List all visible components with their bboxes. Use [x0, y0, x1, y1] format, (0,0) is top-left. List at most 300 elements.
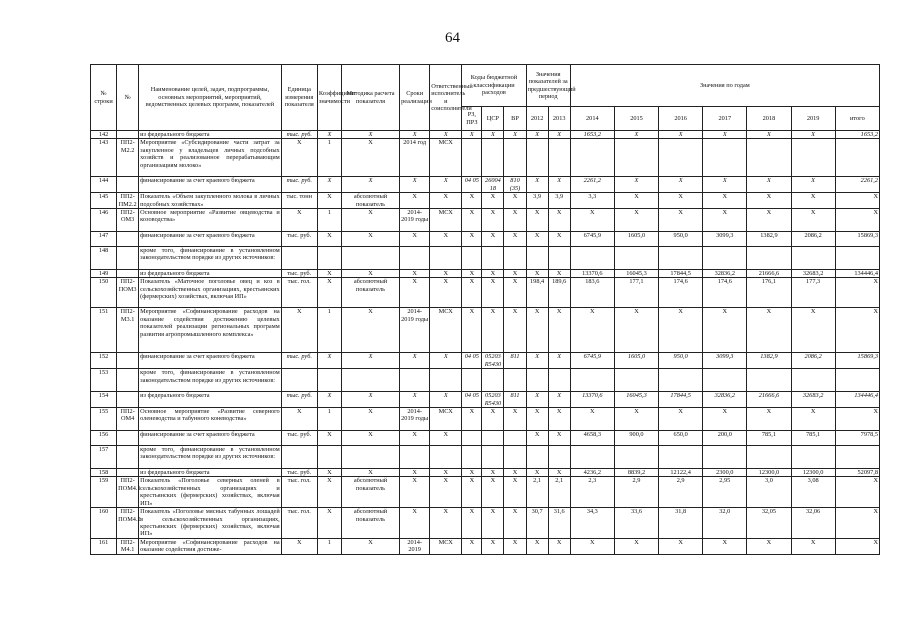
row-method: абсолютный показатель: [341, 477, 399, 508]
row-value-2012: X: [526, 308, 548, 353]
row-value-2014: 13370,6: [570, 270, 614, 278]
row-vr: X: [504, 477, 526, 508]
row-value-total: X: [835, 408, 879, 431]
row-name: Мероприятие «Субсидирование части затрат за закупленное у владельцев личных подсобных хозяйств и реализованное перерабатывающим организациям молоко»: [139, 139, 282, 177]
row-value-2018: 1382,9: [747, 353, 791, 369]
table-row: [91, 177, 880, 193]
row-value-2017: 2300,0: [703, 469, 747, 477]
row-code: ПП2-ОМ3: [117, 209, 139, 232]
row-number: 147: [91, 232, 117, 247]
row-value-2012: 30,7: [526, 508, 548, 539]
row-unit: X: [281, 308, 317, 353]
row-code: [117, 431, 139, 446]
row-name: кроме того, финансирование в установленном законодательством порядке из других источников:: [139, 369, 282, 392]
row-value-total: X: [835, 193, 879, 209]
row-value-2012: [526, 446, 548, 469]
table-row: [91, 193, 880, 209]
row-code: ПП2-ПОМ4.1: [117, 477, 139, 508]
row-value-2016: X: [659, 538, 703, 554]
row-value-2013: X: [548, 131, 570, 139]
row-value-2016: 17844,5: [659, 270, 703, 278]
row-value-2018: X: [747, 408, 791, 431]
row-value-2014: 2261,2: [570, 177, 614, 193]
row-value-2013: X: [548, 232, 570, 247]
row-value-2017: [703, 369, 747, 392]
row-value-2015: X: [614, 308, 658, 353]
row-unit: X: [281, 538, 317, 554]
table-row: [91, 431, 880, 446]
row-value-2019: [791, 139, 835, 177]
row-value-2014: X: [570, 408, 614, 431]
row-value-2015: 900,0: [614, 431, 658, 446]
row-value-2014: 6745,9: [570, 232, 614, 247]
row-method: X: [341, 209, 399, 232]
row-term: X: [400, 131, 430, 139]
row-csr: X: [482, 193, 504, 209]
row-number: 156: [91, 431, 117, 446]
row-value-2012: 2,1: [526, 477, 548, 508]
row-value-2018: X: [747, 209, 791, 232]
row-number: 145: [91, 193, 117, 209]
row-value-2019: X: [791, 193, 835, 209]
row-rz: X: [462, 408, 482, 431]
row-value-2015: X: [614, 177, 658, 193]
table-row: [91, 308, 880, 353]
row-method: абсолютный показатель: [341, 278, 399, 308]
row-rz: X: [462, 538, 482, 554]
row-number: 153: [91, 369, 117, 392]
table-row: [91, 446, 880, 469]
row-value-total: X: [835, 308, 879, 353]
row-value-2019: [791, 446, 835, 469]
row-code: ПП2-ПОМ4.2: [117, 508, 139, 539]
row-value-2016: [659, 369, 703, 392]
row-term: [400, 369, 430, 392]
header-num-row: № строки: [91, 65, 117, 131]
table-row: [91, 408, 880, 431]
row-value-2015: [614, 139, 658, 177]
row-unit: тыс. руб.: [281, 469, 317, 477]
indicators-table: [90, 64, 880, 555]
row-executor: МСХ: [430, 538, 462, 554]
row-value-2018: [747, 369, 791, 392]
row-csr: X: [482, 308, 504, 353]
row-name: из федерального бюджета: [139, 270, 282, 278]
row-coef: X: [317, 177, 341, 193]
row-value-2019: 32683,2: [791, 392, 835, 408]
row-unit: тыс. руб.: [281, 353, 317, 369]
row-value-2019: 2086,2: [791, 232, 835, 247]
row-value-total: 15869,3: [835, 353, 879, 369]
row-vr: X: [504, 469, 526, 477]
row-term: X: [400, 469, 430, 477]
table-row: [91, 392, 880, 408]
row-value-total: X: [835, 209, 879, 232]
row-value-2016: X: [659, 193, 703, 209]
header-vr: ВР: [504, 107, 526, 131]
row-number: 160: [91, 508, 117, 539]
row-unit: [281, 247, 317, 270]
header-terms: Сроки реализации: [400, 65, 430, 131]
row-value-2017: 200,0: [703, 431, 747, 446]
row-coef: X: [317, 477, 341, 508]
row-value-2016: X: [659, 177, 703, 193]
row-csr: X: [482, 131, 504, 139]
header-unit: Единица измерения показателя: [281, 65, 317, 131]
row-coef: X: [317, 131, 341, 139]
row-unit: тыс. гол.: [281, 477, 317, 508]
row-executor: X: [430, 431, 462, 446]
table-row: [91, 353, 880, 369]
row-rz: X: [462, 270, 482, 278]
row-number: 155: [91, 408, 117, 431]
row-value-total: 15869,3: [835, 232, 879, 247]
row-number: 146: [91, 209, 117, 232]
row-value-2015: [614, 446, 658, 469]
row-code: ПП2-ПМ2.2: [117, 193, 139, 209]
row-rz: [462, 369, 482, 392]
row-method: X: [341, 139, 399, 177]
row-value-2019: 2086,2: [791, 353, 835, 369]
row-value-2012: X: [526, 469, 548, 477]
row-value-2013: [548, 446, 570, 469]
row-value-2012: X: [526, 270, 548, 278]
row-coef: 1: [317, 209, 341, 232]
row-term: X: [400, 508, 430, 539]
row-value-2019: 32,06: [791, 508, 835, 539]
row-value-total: X: [835, 538, 879, 554]
row-value-2015: [614, 247, 658, 270]
row-vr: X: [504, 131, 526, 139]
row-code: ПП2-ПОМ3: [117, 278, 139, 308]
table-row: [91, 477, 880, 508]
row-vr: X: [504, 278, 526, 308]
row-csr: X: [482, 278, 504, 308]
row-value-2019: 785,1: [791, 431, 835, 446]
row-value-2016: [659, 446, 703, 469]
row-vr: X: [504, 538, 526, 554]
row-number: 144: [91, 177, 117, 193]
row-rz: X: [462, 209, 482, 232]
row-unit: тыс. руб.: [281, 232, 317, 247]
row-value-2014: X: [570, 308, 614, 353]
row-csr: X: [482, 477, 504, 508]
row-method: X: [341, 177, 399, 193]
row-value-2014: 13370,6: [570, 392, 614, 408]
row-vr: X: [504, 193, 526, 209]
row-value-2017: 2,95: [703, 477, 747, 508]
row-name: Показатель «Объем закупленного молока в личных подсобных хозяйствах»: [140, 193, 280, 208]
row-rz: [462, 431, 482, 446]
row-value-2016: X: [659, 308, 703, 353]
row-value-2017: 32836,2: [703, 270, 747, 278]
row-name: Мероприятие «Софинансирование расходов на оказание содействия достижению целевых показателей реализации региональных программ развития агропромышленного комплекса»: [139, 308, 282, 353]
row-method: [341, 247, 399, 270]
row-coef: [317, 446, 341, 469]
row-executor: X: [430, 193, 462, 209]
row-rz: X: [462, 278, 482, 308]
row-term: X: [400, 232, 430, 247]
row-name: финансирование за счет краевого бюджета: [139, 431, 282, 446]
row-value-2017: 3099,3: [703, 353, 747, 369]
row-vr: [504, 446, 526, 469]
row-code: ПП2-М4.1: [117, 538, 139, 554]
row-coef: X: [317, 353, 341, 369]
row-value-2019: [791, 369, 835, 392]
row-csr: [482, 139, 504, 177]
row-term: 2014 год: [400, 139, 430, 177]
row-vr: X: [504, 232, 526, 247]
row-number: 142: [91, 131, 117, 139]
row-rz: 04 05: [462, 353, 482, 369]
row-value-2018: 32,05: [747, 508, 791, 539]
row-value-2014: X: [570, 209, 614, 232]
row-executor: МСХ: [430, 408, 462, 431]
row-coef: X: [317, 431, 341, 446]
row-value-2015: 1605,0: [614, 232, 658, 247]
row-value-2015: 2,9: [614, 477, 658, 508]
row-value-2015: 33,6: [614, 508, 658, 539]
row-code: ПП2-М2.2: [117, 139, 139, 177]
row-value-2013: X: [548, 353, 570, 369]
row-executor: X: [430, 353, 462, 369]
row-value-2017: X: [703, 308, 747, 353]
page-number: 64: [445, 30, 460, 46]
row-code: [117, 177, 139, 193]
row-name: Мероприятие «Софинансирование расходов на оказание содействия достиже-: [140, 538, 280, 554]
row-name: Основное мероприятие «Развитие овцеводства и козоводства»: [139, 209, 282, 232]
row-value-2017: 3099,3: [703, 232, 747, 247]
row-rz: X: [462, 308, 482, 353]
row-value-2018: X: [747, 131, 791, 139]
row-value-2016: [659, 247, 703, 270]
row-term: X: [400, 177, 430, 193]
row-code: ПП2-М3.1: [117, 308, 139, 353]
row-value-2013: X: [548, 392, 570, 408]
row-method: X: [341, 538, 399, 554]
row-term: 2014-2019 годы: [400, 209, 430, 232]
row-value-2014: 34,3: [570, 508, 614, 539]
row-term: [400, 247, 430, 270]
row-term: [400, 446, 430, 469]
table-row: [91, 538, 880, 554]
row-number: 152: [91, 353, 117, 369]
row-method: X: [341, 131, 399, 139]
row-vr: X: [504, 270, 526, 278]
row-number: 150: [91, 278, 117, 308]
row-unit: X: [281, 408, 317, 431]
row-coef: 1: [317, 139, 341, 177]
row-vr: X: [504, 508, 526, 539]
row-value-2018: [747, 139, 791, 177]
row-value-2019: X: [791, 209, 835, 232]
row-executor: X: [430, 477, 462, 508]
row-value-2015: 177,1: [614, 278, 658, 308]
row-name: финансирование за счет краевого бюджета: [139, 177, 282, 193]
row-unit: тыс. тонн: [281, 193, 317, 209]
row-value-2016: [659, 139, 703, 177]
row-code: [117, 247, 139, 270]
row-value-2013: 3,9: [548, 193, 570, 209]
row-value-2016: 950,0: [659, 353, 703, 369]
row-value-2012: X: [526, 353, 548, 369]
row-value-2014: [570, 446, 614, 469]
row-value-2019: 177,3: [791, 278, 835, 308]
header-year-2015: 2015: [614, 107, 658, 131]
row-vr: X: [504, 209, 526, 232]
row-value-2016: 174,6: [659, 278, 703, 308]
row-name: из федерального бюджета: [139, 469, 282, 477]
row-coef: [317, 247, 341, 270]
row-code: [117, 469, 139, 477]
row-value-2014: 1653,2: [570, 131, 614, 139]
row-method: X: [341, 308, 399, 353]
row-value-total: 134446,4: [835, 270, 879, 278]
header-2013: 2013: [548, 107, 570, 131]
table-row: [91, 369, 880, 392]
row-executor: [430, 446, 462, 469]
row-code: [117, 270, 139, 278]
row-value-2018: 21666,6: [747, 392, 791, 408]
row-name: кроме того, финансирование в установленном законодательством порядке из других источников:: [139, 247, 282, 270]
row-value-2018: 1382,9: [747, 232, 791, 247]
row-value-total: [835, 369, 879, 392]
row-value-2015: X: [614, 193, 658, 209]
row-method: абсолютный показатель: [341, 193, 399, 209]
row-value-2012: 198,4: [526, 278, 548, 308]
row-value-2015: X: [614, 538, 658, 554]
row-number: 158: [91, 469, 117, 477]
row-value-2012: X: [526, 131, 548, 139]
row-value-2018: 176,1: [747, 278, 791, 308]
row-value-2013: X: [548, 177, 570, 193]
row-value-2014: 4236,2: [570, 469, 614, 477]
row-rz: [462, 446, 482, 469]
row-name: Показатель «Поголовье мясных табунных лошадей в сельскохозяйственных организациях, крестьянских (фермерских) хозяйствах, включая ИП»: [140, 508, 280, 538]
row-coef: X: [317, 232, 341, 247]
row-value-2014: X: [570, 538, 614, 554]
row-executor: МСХ: [430, 308, 462, 353]
row-number: 151: [91, 308, 117, 353]
row-method: [341, 369, 399, 392]
row-number: 159: [91, 477, 117, 508]
row-value-2013: [548, 139, 570, 177]
row-value-2013: X: [548, 308, 570, 353]
row-unit: тыс. руб.: [281, 131, 317, 139]
row-value-total: 134446,4: [835, 392, 879, 408]
row-value-2019: [791, 247, 835, 270]
row-csr: X: [482, 408, 504, 431]
row-method: X: [341, 270, 399, 278]
row-value-total: [835, 247, 879, 270]
row-term: X: [400, 270, 430, 278]
row-value-2018: X: [747, 538, 791, 554]
row-value-2018: X: [747, 177, 791, 193]
row-executor: МСХ: [430, 209, 462, 232]
row-number: 143: [91, 139, 117, 177]
table-row: [91, 139, 880, 177]
row-number: 161: [91, 538, 117, 554]
row-csr: X: [482, 270, 504, 278]
header-num: №: [117, 65, 139, 131]
row-csr: X: [482, 538, 504, 554]
row-executor: X: [430, 177, 462, 193]
row-value-2013: X: [548, 469, 570, 477]
row-vr: X: [504, 408, 526, 431]
row-value-2015: 8839,2: [614, 469, 658, 477]
row-value-2018: [747, 446, 791, 469]
row-value-2013: X: [548, 431, 570, 446]
row-rz: [462, 139, 482, 177]
row-coef: X: [317, 469, 341, 477]
row-value-2016: 12122,4: [659, 469, 703, 477]
row-rz: X: [462, 193, 482, 209]
row-value-2017: 32,0: [703, 508, 747, 539]
row-value-2019: X: [791, 131, 835, 139]
row-unit: тыс. руб.: [281, 270, 317, 278]
row-value-2019: X: [791, 308, 835, 353]
row-rz: X: [462, 131, 482, 139]
row-vr: X: [504, 308, 526, 353]
row-rz: 04 05: [462, 177, 482, 193]
row-executor: X: [430, 278, 462, 308]
row-value-2017: X: [703, 193, 747, 209]
row-value-total: 2261,2: [835, 177, 879, 193]
row-coef: X: [317, 193, 341, 209]
table-row: [91, 270, 880, 278]
row-csr: 26004 18: [482, 177, 504, 193]
row-value-2012: X: [526, 177, 548, 193]
header-year-2017: 2017: [703, 107, 747, 131]
row-value-2012: X: [526, 392, 548, 408]
row-value-2018: 21666,6: [747, 270, 791, 278]
row-value-2016: 17844,5: [659, 392, 703, 408]
row-value-2012: X: [526, 408, 548, 431]
row-value-2014: 4658,3: [570, 431, 614, 446]
header-total: итого: [835, 107, 879, 131]
row-value-2015: X: [614, 408, 658, 431]
row-term: 2014-2019: [400, 538, 430, 554]
row-value-2018: 12300,0: [747, 469, 791, 477]
row-code: [117, 131, 139, 139]
row-executor: [430, 369, 462, 392]
row-name: кроме того, финансирование в установленном законодательством порядке из других источников:: [139, 446, 282, 469]
row-value-2013: X: [548, 408, 570, 431]
row-value-2018: X: [747, 308, 791, 353]
row-name: Основное мероприятие «Развитие северного оленеводства и табунного коневодства»: [139, 408, 282, 431]
row-term: X: [400, 477, 430, 508]
row-unit: тыс. руб.: [281, 431, 317, 446]
row-code: [117, 232, 139, 247]
row-method: X: [341, 431, 399, 446]
row-value-2017: 174,6: [703, 278, 747, 308]
header-year-2016: 2016: [659, 107, 703, 131]
table-row: [91, 209, 880, 232]
row-value-2012: 3,9: [526, 193, 548, 209]
row-value-total: 1653,2: [835, 131, 879, 139]
row-csr: [482, 369, 504, 392]
row-coef: [317, 369, 341, 392]
row-csr: X: [482, 469, 504, 477]
row-value-2017: X: [703, 177, 747, 193]
row-rz: X: [462, 508, 482, 539]
row-value-2015: X: [614, 209, 658, 232]
row-method: X: [341, 232, 399, 247]
row-value-2016: X: [659, 408, 703, 431]
row-rz: X: [462, 469, 482, 477]
header-rz: РЗ, ПРЗ: [462, 107, 482, 131]
row-term: X: [400, 431, 430, 446]
